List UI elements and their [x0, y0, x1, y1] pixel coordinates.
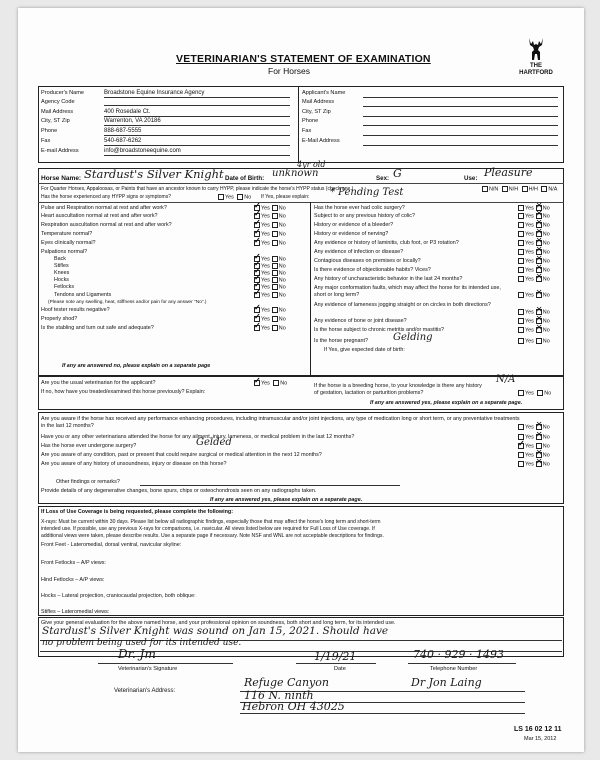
producer-mail-label: Mail Address [41, 109, 74, 115]
history-question-yes-checkbox[interactable] [518, 424, 524, 430]
yes-label: Yes [525, 443, 534, 450]
right-note: If any are answered yes, please explain on a separate page. [370, 400, 523, 406]
right-question-yes-checkbox[interactable] [518, 231, 524, 237]
left-question-label: Tendons and Ligaments [54, 292, 112, 298]
vet-signature[interactable]: Dr. Jm [118, 647, 156, 661]
history-question-no-checkbox[interactable] [536, 461, 542, 467]
right-question-yes-checkbox[interactable] [518, 292, 524, 298]
signature-line [98, 663, 233, 664]
right-question-label: Has the horse ever had colic surgery? [314, 205, 405, 211]
no-label: No [544, 390, 552, 397]
right-question-label: Any evidence of bone or joint disease? [314, 318, 407, 324]
sex-field[interactable]: G [393, 167, 402, 180]
yes-label: Yes [261, 256, 270, 263]
prior-treatment-question: If no, how have you treated/examined this horse previously? Explain: [41, 389, 206, 395]
form-subtitle: For Horses [268, 66, 311, 76]
applicant-fax-field[interactable] [363, 135, 558, 136]
right-question-answer [518, 292, 550, 300]
producer-phone-field[interactable]: 888-687-5555 [104, 128, 290, 136]
divider [38, 183, 564, 184]
no-label: No [542, 338, 550, 345]
yes-label: Yes [525, 292, 534, 299]
dob-label: Date of Birth: [225, 175, 265, 182]
left-question-no-checkbox[interactable] [272, 240, 278, 246]
no-label: No [278, 256, 286, 263]
yes-label: Yes [261, 307, 270, 314]
hypp-nh-checkbox[interactable] [502, 186, 508, 192]
no-label: No [542, 309, 550, 316]
hypp-explain-field[interactable]: * Pending Test [330, 187, 404, 198]
right-question-label: Any evidence or history of laminitis, club foot, or P3 rotation? [314, 240, 459, 246]
right-question-no-checkbox[interactable] [536, 338, 542, 344]
xrays-instructions-3: additional views were taken, please describe results. Use a separate page if necessary. Note NSF and WNL are not acceptable descriptions for findings. [41, 533, 384, 539]
xrays-instructions-1: X-rays: Must be current within 30 days. Please list below all radiographic findings, especially those that may affect the horse's long term and short-term [41, 519, 381, 525]
right-question-answer [518, 240, 550, 248]
applicant-phone-field[interactable] [363, 125, 558, 126]
address-rule [240, 713, 525, 714]
yes-label: Yes [261, 231, 270, 238]
right-question-answer [518, 205, 550, 213]
xray-view-label: Hind Fetlocks – A/P views: [41, 577, 105, 583]
no-label: No [542, 434, 550, 441]
right-question-label: Any evidence of lameness jogging straight or on circles in both directions? [314, 302, 491, 308]
producer-email-label: E-mail Address [41, 148, 79, 154]
hartford-logo [514, 63, 558, 76]
sex-label: Sex: [376, 175, 390, 182]
divider [38, 202, 564, 203]
hypp-status-text: For Quarter Horses, Appaloosas, or Paints that have an ancestor known to carry HYPP, please indicate the horse's HYPP status (check one.) [41, 186, 354, 192]
form-title: VETERINARIAN'S STATEMENT OF EXAMINATION [176, 53, 431, 65]
no-label: No [278, 263, 286, 270]
left-question-no-checkbox[interactable] [272, 270, 278, 276]
yes-label: Yes [525, 452, 534, 459]
left-question-label: Back [54, 256, 66, 262]
left-question-yes-checkbox[interactable] [254, 240, 260, 246]
yes-label: Yes [525, 309, 534, 316]
right-question-yes-checkbox[interactable] [518, 327, 524, 333]
yes-label: Yes [225, 194, 234, 201]
left-question-label: Hocks [54, 277, 69, 283]
no-label: No [278, 213, 286, 220]
right-question-answer [518, 327, 550, 335]
left-question-label: Pulse and Respiration normal at rest and after work? [41, 205, 167, 211]
other-findings-label: Other findings or remarks? [56, 479, 120, 485]
producer-phone-label: Phone [41, 128, 58, 134]
yes-label: Yes [261, 213, 270, 220]
breeding-answer [518, 390, 551, 398]
right-question-answer [518, 267, 550, 275]
history-question-answer [518, 452, 550, 460]
hypp-nh-label: N/H [508, 186, 519, 193]
left-question-no-checkbox[interactable] [272, 325, 278, 331]
other-findings-field[interactable] [140, 485, 400, 486]
xray-view-label: Stifles – Lateromedial views: [41, 609, 110, 615]
yes-label: Yes [261, 277, 270, 284]
vet-name[interactable]: Dr Jon Laing [411, 676, 482, 689]
breeding-question: If the horse is a breeding horse, to your knowledge is there any history of gestation, lactation or parturition problems? [314, 383, 482, 396]
history-question-answer [518, 424, 550, 432]
no-label: No [278, 316, 286, 323]
right-question-no-checkbox[interactable] [536, 327, 542, 333]
no-label: No [278, 325, 286, 332]
usual-vet-answer [254, 380, 287, 388]
applicant-mail-label: Mail Address [302, 99, 335, 105]
right-question-label: History or evidence of a bleeder? [314, 222, 394, 228]
left-question-label: Hoof tester results negative? [41, 307, 110, 313]
xray-view-label: Front Feet - Lateromedial, dorsal ventral, navicular skyline: [41, 542, 182, 548]
stag-icon [521, 36, 551, 62]
right-question-yes-checkbox[interactable] [518, 267, 524, 273]
yes-label: Yes [525, 424, 534, 431]
address-line3[interactable]: Hebron OH 43025 [242, 700, 345, 713]
no-label: No [542, 292, 550, 299]
history-question-label: Are you aware of any condition, past or present that could require surgical or medical attention in the next 12 months? [41, 452, 322, 458]
form-revision: Mar 15, 2012 [524, 736, 557, 742]
left-question-label: Fetlocks [54, 284, 75, 290]
yes-label: Yes [525, 461, 534, 468]
yes-label: Yes [525, 338, 534, 345]
no-label: No [542, 205, 550, 212]
yes-label: Yes [261, 222, 270, 229]
history-question-answer [518, 443, 550, 451]
hypp-signs-no-checkbox[interactable] [237, 194, 243, 200]
signature-label: Veterinarian's Signature [118, 666, 178, 672]
right-question-answer [518, 276, 550, 284]
left-question-label: Stifles [54, 263, 69, 269]
use-field[interactable]: Pleasure [484, 166, 533, 179]
no-label: No [542, 240, 550, 247]
left-note: If any are answered no, please explain on a separate page [62, 363, 211, 369]
evaluation-line2[interactable]: no problem being used for its intended use. [42, 638, 242, 648]
hypp-hh-checkbox[interactable] [522, 186, 528, 192]
producer-email-field[interactable]: info@broadstoneequine.com [104, 148, 290, 156]
no-label: No [542, 213, 550, 220]
applicant-fax-label: Fax [302, 128, 312, 134]
yes-label: Yes [525, 249, 534, 256]
no-label: No [278, 231, 286, 238]
applicant-mail-field[interactable] [363, 106, 558, 107]
no-label: No [542, 267, 550, 274]
hypp-signs-yes-checkbox[interactable] [218, 194, 224, 200]
right-question-answer [518, 222, 550, 230]
left-question-label: (Please note any swelling, heat, stiffness and/or pain for any answer "No".) [48, 300, 207, 305]
no-label: No [542, 276, 550, 283]
xray-view-label: Hocks – Lateral projection, craniocaudal projection, both oblique: [41, 593, 196, 599]
yes-label: Yes [525, 276, 534, 283]
no-label: No [278, 270, 286, 277]
middle-note: If any are answered yes, please explain on a separate page. [210, 497, 363, 503]
applicant-city-label: City, ST Zip [302, 109, 331, 115]
yes-label: Yes [261, 284, 270, 291]
right-question-yes-checkbox[interactable] [518, 240, 524, 246]
left-question-label: Knees [54, 270, 70, 276]
yes-label: Yes [525, 318, 534, 325]
breeding-no-checkbox[interactable] [537, 390, 543, 396]
history-question-answer [518, 461, 550, 469]
yes-label: Yes [525, 390, 534, 397]
history-question-label: Are you aware if the horse has received any performance enhancing procedures, including intramuscular and/or joint injections, any type of medication long or short term, or any preventative treatments in the last 12 months? [41, 416, 520, 429]
right-question-label: History or evidence of nerving? [314, 231, 389, 237]
no-label: No [542, 258, 550, 265]
right-question-answer [518, 318, 550, 326]
right-question-no-checkbox[interactable] [536, 276, 542, 282]
left-question-answer [254, 292, 286, 300]
left-question-no-checkbox[interactable] [272, 263, 278, 269]
history-question-yes-checkbox[interactable] [518, 461, 524, 467]
left-question-label: Heart auscultation normal at rest and after work? [41, 213, 158, 219]
date-label: Date [334, 666, 346, 672]
left-question-no-checkbox[interactable] [272, 231, 278, 237]
right-question-no-checkbox[interactable] [536, 292, 542, 298]
left-question-yes-checkbox[interactable] [254, 292, 260, 298]
producer-city-label: City, ST Zip [41, 118, 70, 124]
right-question-yes-checkbox[interactable] [518, 309, 524, 315]
hypp-options [482, 186, 557, 194]
xray-view-label: Front Fetlocks – A/P views: [41, 560, 106, 566]
phone-field[interactable]: 740 · 929 · 1493 [413, 648, 504, 661]
applicant-name-label: Applicant's Name [302, 90, 346, 96]
right-question-label: Is there evidence of objectionable habits? Vices? [314, 267, 431, 273]
history-question-no-checkbox[interactable] [536, 434, 542, 440]
right-question-label: Is the horse subject to chronic metritis and/or mastitis? [314, 327, 445, 333]
no-label: No [278, 277, 286, 284]
left-question-no-checkbox[interactable] [272, 307, 278, 313]
right-question-answer [518, 213, 550, 221]
yes-label: Yes [525, 327, 534, 334]
right-question-yes-checkbox[interactable] [518, 276, 524, 282]
no-label: No [542, 249, 550, 256]
yes-label: Yes [525, 222, 534, 229]
loss-of-use-heading: If Loss of Use Coverage is being requested, please complete the following: [41, 509, 234, 515]
form-number: LS 16 02 12 11 [514, 726, 562, 733]
no-label: No [542, 327, 550, 334]
left-question-label: Palpations normal? [41, 249, 88, 255]
left-question-yes-checkbox[interactable] [254, 325, 260, 331]
right-question-label: Is the horse pregnant? [314, 338, 368, 344]
no-label: No [542, 424, 550, 431]
no-label: No [278, 205, 286, 212]
applicant-name-field[interactable] [363, 97, 558, 98]
no-label: No [542, 443, 550, 450]
right-question-yes-checkbox[interactable] [518, 338, 524, 344]
left-question-no-checkbox[interactable] [272, 277, 278, 283]
date-line [296, 663, 376, 664]
dob-field[interactable]: unknown [272, 168, 319, 179]
applicant-email-label: E-Mail Address [302, 138, 340, 144]
right-question-yes-checkbox[interactable] [518, 258, 524, 264]
column-divider [310, 202, 311, 376]
explain-label: If Yes, please explain: [261, 194, 310, 200]
producer-name-label: Producer's Name [41, 90, 85, 96]
left-question-no-checkbox[interactable] [272, 292, 278, 298]
left-question-answer [254, 325, 286, 333]
right-question-label: Subject to or any previous history of colic? [314, 213, 415, 219]
right-question-answer [518, 249, 550, 257]
no-label: No [542, 231, 550, 238]
logo-line1: THE [530, 63, 542, 69]
right-question-label: If Yes, give expected date of birth: [324, 347, 405, 353]
history-question-no-checkbox[interactable] [536, 424, 542, 430]
left-question-no-checkbox[interactable] [272, 284, 278, 290]
use-label: Use: [464, 175, 478, 182]
history-question-label: Have you or any other veterinarians attended the horse for any ailment, injury, lameness, or medical problem in the last 12 months? [41, 434, 355, 440]
no-label: No [278, 240, 286, 247]
xrays-instructions-2: intended use. If possible, use any previous X-rays for comparisons, i.e. navicular. All views listed below are required for Full Loss of Use coverage. If [41, 526, 375, 532]
address-line2[interactable]: 116 N. ninth [244, 689, 314, 702]
yes-label: Yes [261, 240, 270, 247]
surgery-note[interactable]: Gelded [196, 437, 232, 448]
agency-code-label: Agency Code [41, 99, 75, 105]
hypp-na-checkbox[interactable] [541, 186, 547, 192]
hypp-signs-answer [218, 194, 251, 202]
no-label: No [542, 461, 550, 468]
history-question-label: Has the horse ever undergone surgery? [41, 443, 137, 449]
left-question-label: Eyes clinically normal? [41, 240, 96, 246]
yes-label: Yes [261, 380, 270, 387]
agency-code-field[interactable] [104, 99, 290, 106]
no-label: No [244, 194, 252, 201]
yes-label: Yes [261, 205, 270, 212]
left-question-label: Respiration auscultation normal at rest and after work? [41, 222, 172, 228]
breeding-yes-checkbox[interactable] [518, 390, 524, 396]
horse-name-field[interactable]: Stardust's Silver Knight [84, 167, 224, 181]
yes-label: Yes [525, 434, 534, 441]
right-question-yes-checkbox[interactable] [518, 318, 524, 324]
age-note: 4yr old [297, 160, 326, 169]
right-question-label: Any major conformation faults, which may affect the horse for its intended use, short or long term? [314, 285, 501, 298]
degenerative-label: Provide details of any degenerative changes, bone spurs, chips or osteochondrosis seen on any radiographs taken. [41, 488, 317, 494]
no-label: No [542, 222, 550, 229]
right-question-label: Any evidence of infection or disease? [314, 249, 404, 255]
producer-fax-label: Fax [41, 138, 51, 144]
form-sheet [18, 8, 584, 752]
yes-label: Yes [525, 213, 534, 220]
logo-line2: HARTFORD [519, 69, 553, 76]
producer-fax-field[interactable]: 540-687-6262 [104, 138, 290, 146]
history-question-yes-checkbox[interactable] [518, 452, 524, 458]
left-question-no-checkbox[interactable] [272, 316, 278, 322]
no-label: No [278, 307, 286, 314]
yes-label: Yes [525, 267, 534, 274]
applicant-email-field[interactable] [363, 145, 558, 146]
yes-label: Yes [525, 205, 534, 212]
evaluation-line1[interactable]: Stardust's Silver Knight was sound on Jan 15, 2021. Should have [42, 625, 389, 637]
no-label: No [542, 452, 550, 459]
hypp-nn-checkbox[interactable] [482, 186, 488, 192]
vet-address-label: Veterinarian's Address: [114, 688, 176, 694]
hypp-nn-label: N/N [489, 186, 499, 193]
right-question-answer [518, 309, 550, 317]
usual-vet-question: Are you the usual veterinarian for the applicant? [41, 380, 156, 386]
usual-vet-yes-checkbox[interactable] [254, 380, 260, 386]
pregnant-answer-note[interactable]: Gelding [393, 332, 433, 343]
right-question-label: Contagious diseases on premises or locally? [314, 258, 421, 264]
phone-line [408, 663, 516, 664]
no-label: No [542, 318, 550, 325]
yes-label: Yes [261, 292, 270, 299]
left-question-no-checkbox[interactable] [272, 222, 278, 228]
usual-vet-no-checkbox[interactable] [273, 380, 279, 386]
no-label: No [278, 284, 286, 291]
applicant-city-field[interactable] [363, 116, 558, 117]
no-label: No [278, 292, 286, 299]
right-question-answer [518, 338, 550, 346]
hypp-na-label: N/A [548, 186, 558, 193]
yes-label: Yes [261, 316, 270, 323]
horse-name-label: Horse Name: [41, 175, 82, 182]
producer-mail-field[interactable]: 400 Rosedale Ct. [104, 109, 290, 117]
left-question-label: Temperature normal? [41, 231, 93, 237]
hypp-signs-question: Has the horse experienced any HYPP signs or symptoms? [41, 194, 171, 200]
history-question-yes-checkbox[interactable] [518, 443, 524, 449]
yes-label: Yes [261, 263, 270, 270]
phone-label: Telephone Number [430, 666, 478, 672]
evaluation-prompt: Give your general evaluation for the above named horse, and your professional opinion on soundness, both short and long term, for its intended use. [41, 620, 396, 626]
producer-name-field[interactable]: Broadstone Equine Insurance Agency [104, 90, 290, 98]
yes-label: Yes [261, 325, 270, 332]
right-question-yes-checkbox[interactable] [518, 222, 524, 228]
yes-label: Yes [525, 240, 534, 247]
producer-city-field[interactable]: Warrenton, VA 20186 [104, 118, 290, 126]
address-line1[interactable]: Refuge Canyon [244, 676, 329, 689]
box-divider [298, 86, 299, 163]
right-question-answer [518, 231, 550, 239]
right-question-yes-checkbox[interactable] [518, 249, 524, 255]
right-question-yes-checkbox[interactable] [518, 205, 524, 211]
right-question-answer [518, 258, 550, 266]
yes-label: Yes [525, 258, 534, 265]
right-question-label: Any history of uncharacteristic behavior in the last 24 months? [314, 276, 463, 282]
left-question-answer [254, 240, 286, 248]
left-question-no-checkbox[interactable] [272, 256, 278, 262]
history-question-label: Are you aware of any history of unsoundness, injury or disease on this horse? [41, 461, 227, 467]
yes-label: Yes [261, 270, 270, 277]
no-label: No [278, 222, 286, 229]
left-question-no-checkbox[interactable] [272, 205, 278, 211]
no-label: No [280, 380, 288, 387]
date-field[interactable]: 1/19/21 [314, 650, 357, 663]
hypp-hh-label: H/H [528, 186, 538, 193]
left-question-label: Is the stabling and turn out safe and adequate? [41, 325, 154, 331]
yes-label: Yes [525, 231, 534, 238]
right-question-yes-checkbox[interactable] [518, 213, 524, 219]
left-question-label: Properly shod? [41, 316, 78, 322]
breeding-answer-note: N/A [496, 374, 516, 385]
applicant-phone-label: Phone [302, 118, 319, 124]
left-question-no-checkbox[interactable] [272, 213, 278, 219]
